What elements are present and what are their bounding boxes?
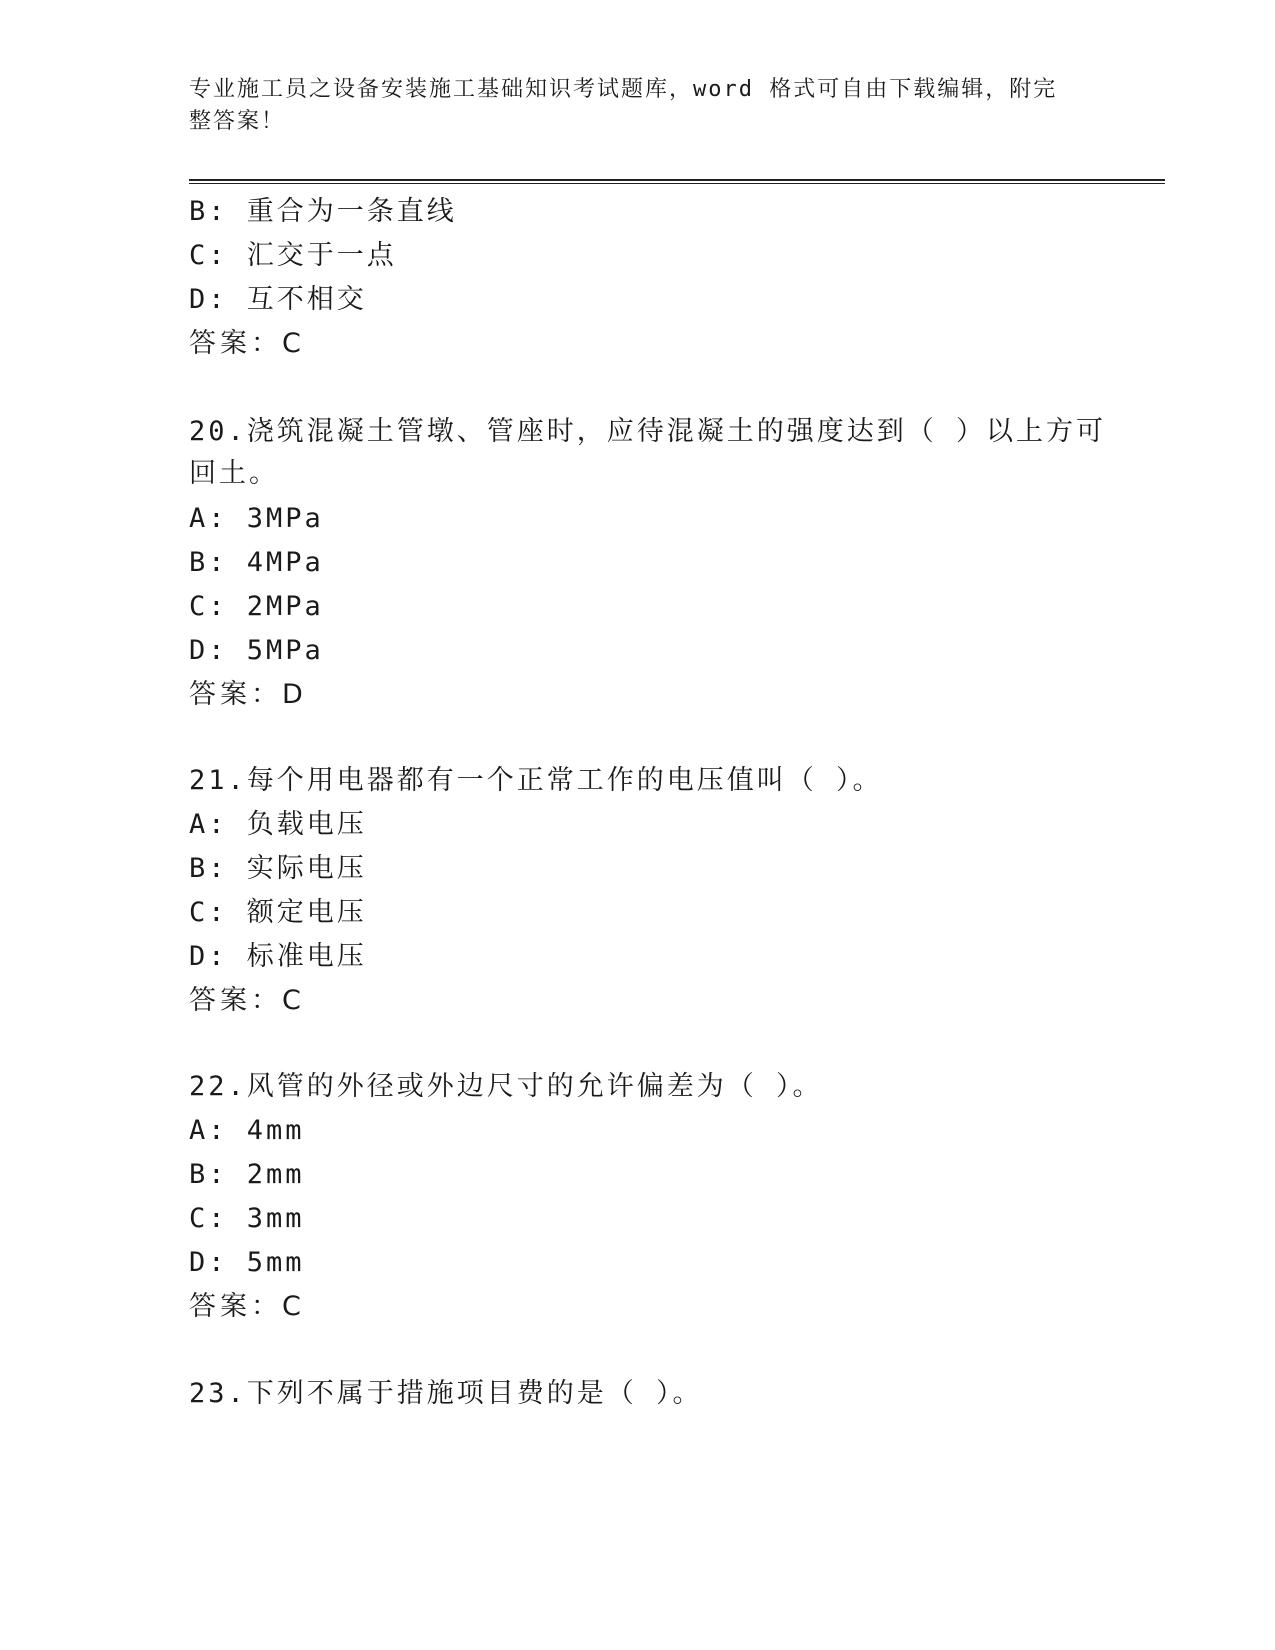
- option-b: B: 重合为一条直线: [189, 196, 457, 227]
- answer-line: 答案：D: [189, 679, 307, 710]
- header-divider-thin: [189, 183, 1165, 184]
- answer-line: 答案：C: [189, 1291, 305, 1322]
- question-stem: 22.风管的外径或外边尺寸的允许偏差为（ ）。: [189, 1071, 823, 1102]
- header-line-1: 专业施工员之设备安装施工基础知识考试题库，word 格式可自由下载编辑，附完: [189, 77, 1058, 102]
- option-a: A: 负载电压: [189, 809, 367, 840]
- question-stem: 20.浇筑混凝土管墩、管座时，应待混凝土的强度达到（ ）以上方可: [189, 416, 1107, 447]
- header-divider-thick: [189, 179, 1165, 181]
- option-a: A: 4mm: [189, 1115, 305, 1146]
- option-d: D: 5MPa: [189, 635, 324, 666]
- option-c: C: 3mm: [189, 1203, 305, 1234]
- option-d: D: 互不相交: [189, 284, 367, 315]
- answer-line: 答案：C: [189, 328, 305, 359]
- option-d: D: 5mm: [189, 1247, 305, 1278]
- option-c: C: 汇交于一点: [189, 240, 397, 271]
- answer-line: 答案：C: [189, 985, 305, 1016]
- option-a: A: 3MPa: [189, 503, 324, 534]
- option-d: D: 标准电压: [189, 941, 367, 972]
- header-line-2: 整答案！: [189, 109, 286, 134]
- option-b: B: 2mm: [189, 1159, 305, 1190]
- option-c: C: 2MPa: [189, 591, 324, 622]
- option-b: B: 4MPa: [189, 547, 324, 578]
- question-stem: 21.每个用电器都有一个正常工作的电压值叫（ ）。: [189, 765, 883, 796]
- document-header: [189, 74, 1069, 138]
- question-stem: 23.下列不属于措施项目费的是（ ）。: [189, 1378, 703, 1409]
- question-stem-continued: 回土。: [189, 458, 279, 489]
- option-b: B: 实际电压: [189, 853, 367, 884]
- option-c: C: 额定电压: [189, 897, 367, 928]
